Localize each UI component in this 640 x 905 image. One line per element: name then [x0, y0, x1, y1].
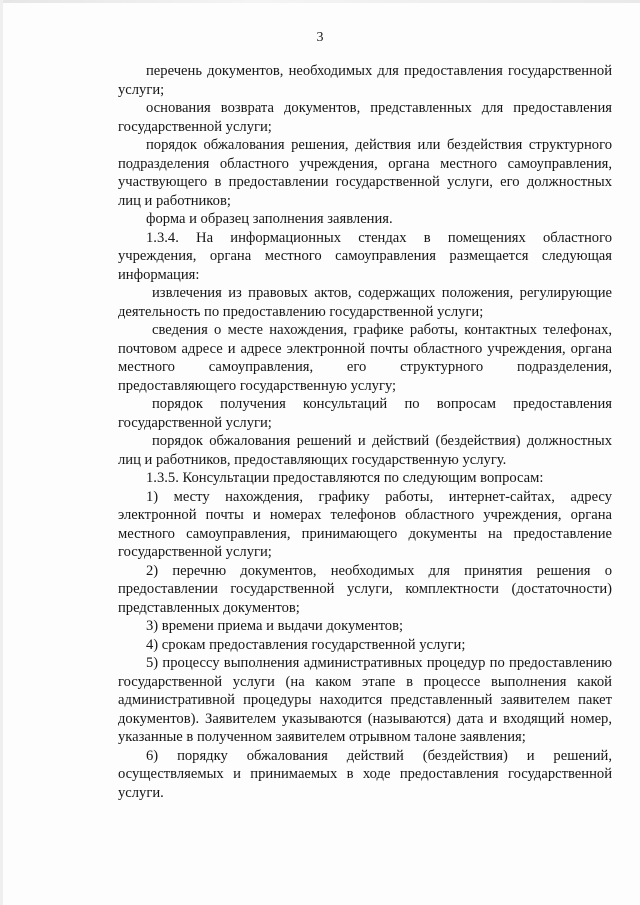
- paragraph-location-info: сведения о месте нахождения, графике работы, контактных телефонах, почтовом адресе и адресе электронной почты областного учреждения, органа местного самоуправления, его структурного подразделения, предоставляющего государственную услугу;: [118, 322, 612, 394]
- paragraph-1-3-4: 1.3.4. На информационных стендах в помещениях областного учреждения, органа местного самоуправления размещается следующая информация:: [118, 229, 612, 283]
- paragraph-consultation-order: порядок получения консультаций по вопросам предоставления государственной услуги;: [118, 396, 612, 431]
- list-item-4: 4) срокам предоставления государственной услуги;: [146, 636, 466, 653]
- paragraph-application-form: форма и образец заполнения заявления.: [146, 211, 393, 227]
- paragraph-appeal-decisions: порядок обжалования решений и действий (бездействия) должностных лиц и работников, предоставляющих государственную услугу.: [118, 433, 612, 468]
- paragraph-legal-extracts: извлечения из правовых актов, содержащих положения, регулирующие деятельность по предоставлению государственной услуги;: [118, 285, 612, 320]
- list-item-6: 6) порядку обжалования действий (бездействия) и решений, осуществляемых и принимаемых в ходе предоставления государственной услуги.: [118, 747, 612, 801]
- paragraph-return-grounds: основания возврата документов, представленных для предоставления государственной услуги;: [118, 100, 612, 135]
- list-item-1: 1) месту нахождения, графику работы, интернет-сайтах, адресу электронной почты и номерах телефонов областного учреждения, органа местного самоуправления, принимающего документы на предоставление государственной услуги;: [118, 488, 612, 560]
- paragraph-appeal-procedure: порядок обжалования решения, действия или бездействия структурного подразделения областного учреждения, органа местного самоуправления, участвующего в предоставлении государственной услуги, его должностных лиц и работников;: [118, 137, 612, 209]
- body-text: [118, 62, 612, 802]
- paragraph-1-3-5: 1.3.5. Консультации предоставляются по следующим вопросам:: [146, 470, 544, 486]
- paragraph-list-documents: перечень документов, необходимых для предоставления государственной услуги;: [118, 63, 612, 98]
- scan-edge-left: [0, 0, 3, 905]
- page-number: 3: [316, 30, 324, 45]
- list-item-5: 5) процессу выполнения административных процедур по предоставлению государственной услуги (на каком этапе в процессе выполнения какой административной процедуры находится представленный заявителем пакет документов). Заявителем указываются (называются) дата и входящий номер, указанные в полученном заявителем отрывном талоне заявления;: [118, 655, 612, 745]
- list-item-3: 3) времени приема и выдачи документов;: [146, 618, 404, 634]
- scan-edge-top: [0, 0, 640, 3]
- list-item-2: 2) перечню документов, необходимых для принятия решения о предоставлении государственной услуги, комплектности (достаточности) представленных документов;: [118, 562, 612, 616]
